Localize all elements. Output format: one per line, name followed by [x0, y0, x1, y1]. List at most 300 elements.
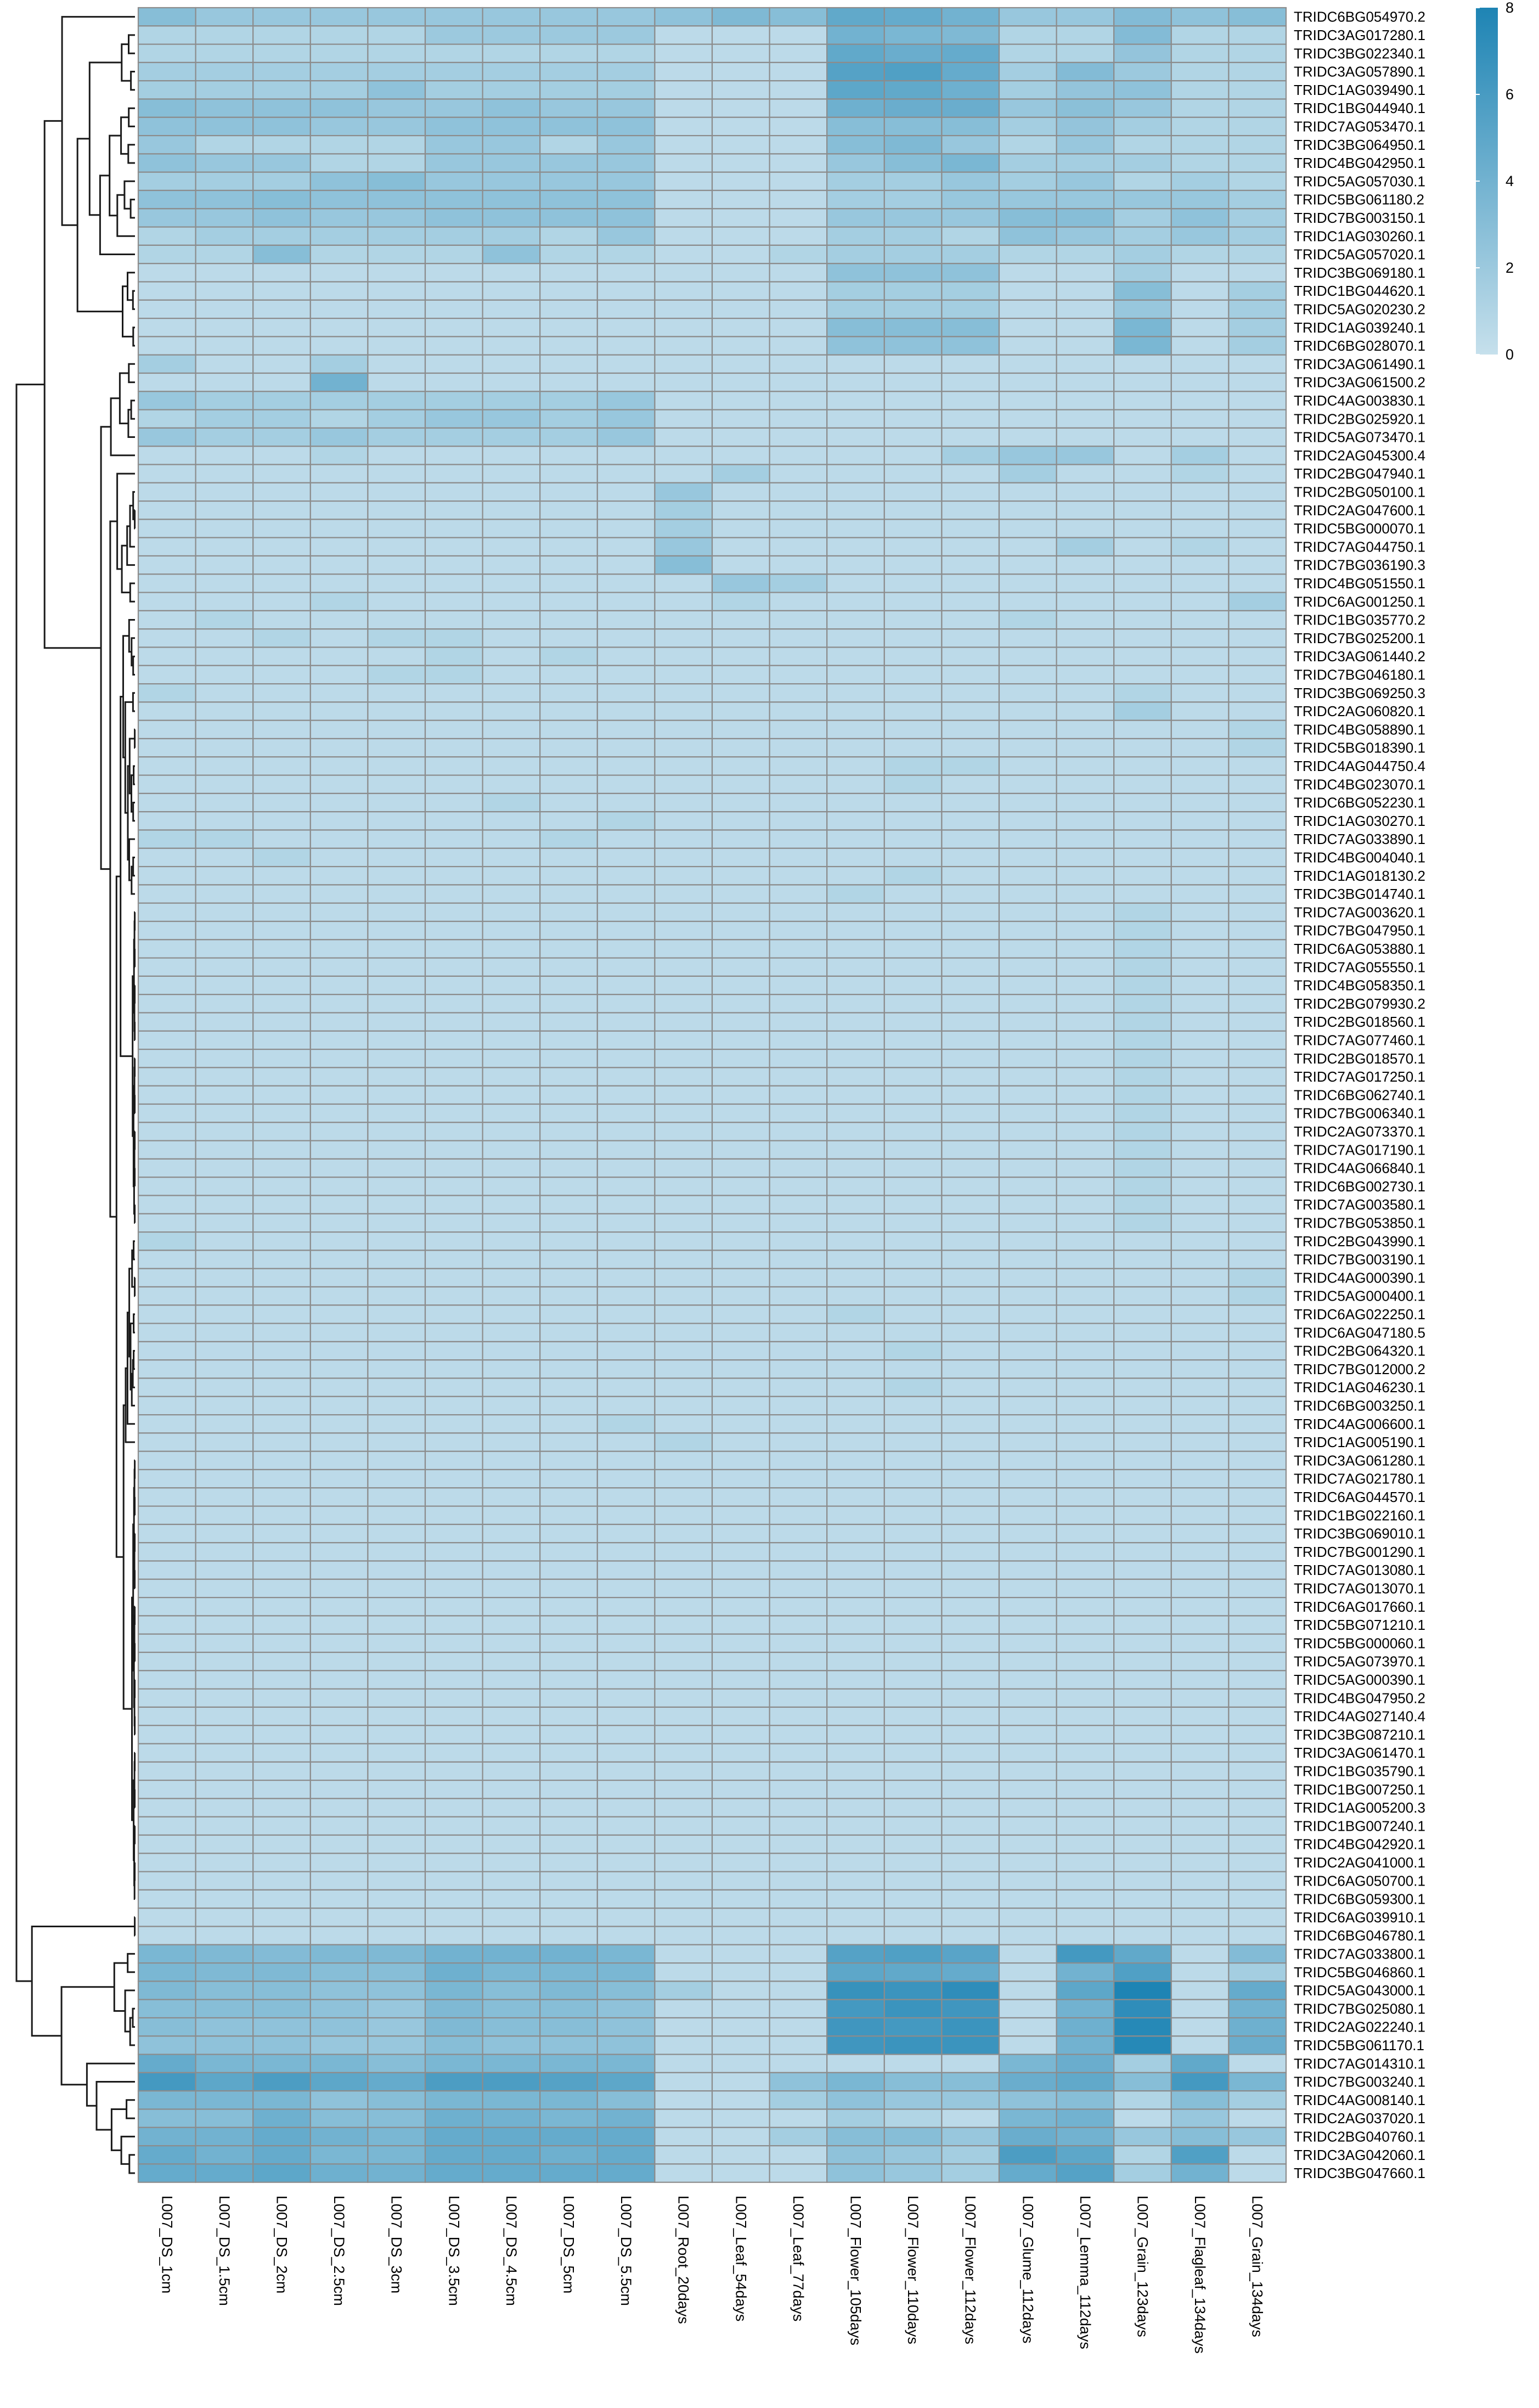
heatmap-cell: [311, 2000, 368, 2018]
heatmap-cell: [770, 574, 827, 592]
heatmap-cell: [253, 921, 311, 939]
heatmap-cell: [368, 1506, 425, 1524]
heatmap-cell: [1228, 1872, 1286, 1890]
heatmap-cell: [253, 830, 311, 848]
heatmap-cell: [770, 1506, 827, 1524]
heatmap-cell: [712, 702, 770, 720]
heatmap-cell: [1057, 172, 1114, 190]
heatmap-cell: [1057, 1670, 1114, 1689]
heatmap-cell: [942, 538, 999, 556]
heatmap-cell: [942, 1908, 999, 1926]
heatmap-cell: [368, 1597, 425, 1616]
heatmap-cell: [770, 1451, 827, 1470]
heatmap-cell: [884, 209, 942, 227]
row-label: TRIDC5BG061180.2: [1294, 192, 1424, 208]
heatmap-cell: [712, 2036, 770, 2054]
heatmap-cell: [540, 483, 597, 501]
heatmap-cell: [425, 593, 483, 611]
heatmap-cell: [483, 1890, 540, 1908]
heatmap-cell: [253, 1945, 311, 1963]
heatmap-cell: [655, 428, 712, 446]
heatmap-cell: [540, 227, 597, 245]
heatmap-cell: [655, 373, 712, 391]
heatmap-cell: [1057, 2036, 1114, 2054]
heatmap-cell: [368, 702, 425, 720]
heatmap-cell: [597, 1670, 655, 1689]
heatmap-cell: [253, 2109, 311, 2128]
heatmap-cell: [196, 1744, 253, 1762]
heatmap-cell: [999, 1433, 1057, 1451]
heatmap-cell: [311, 556, 368, 574]
heatmap-cell: [483, 318, 540, 336]
row-label: TRIDC7AG017190.1: [1294, 1141, 1425, 1158]
heatmap-cell: [540, 1086, 597, 1104]
heatmap-cell: [942, 867, 999, 885]
heatmap-cell: [884, 1214, 942, 1232]
heatmap-cell: [138, 1780, 196, 1798]
heatmap-cell: [425, 1634, 483, 1652]
heatmap-cell: [712, 410, 770, 428]
heatmap-cell: [311, 1927, 368, 1945]
heatmap-cell: [196, 648, 253, 666]
row-label: TRIDC1AG046230.1: [1294, 1379, 1425, 1396]
heatmap-cell: [770, 648, 827, 666]
heatmap-cell: [770, 2109, 827, 2128]
heatmap-cell: [1228, 2109, 1286, 2128]
heatmap-cell: [1228, 958, 1286, 976]
heatmap-cell: [942, 1196, 999, 1214]
row-label: TRIDC1AG039240.1: [1294, 319, 1425, 336]
heatmap-cell: [884, 574, 942, 592]
heatmap-cell: [311, 684, 368, 702]
heatmap-cell: [1114, 648, 1171, 666]
heatmap-cell: [425, 2000, 483, 2018]
heatmap-cell: [999, 1342, 1057, 1360]
heatmap-cell: [425, 1451, 483, 1470]
heatmap-cell: [311, 391, 368, 409]
heatmap-cell: [138, 501, 196, 519]
column-label: L007_DS_2cm: [274, 2196, 290, 2294]
heatmap-cell: [597, 794, 655, 812]
heatmap-cell: [1171, 1872, 1229, 1890]
heatmap-cell: [712, 1963, 770, 1981]
heatmap-cell: [1114, 1013, 1171, 1031]
heatmap-cell: [1114, 1689, 1171, 1707]
heatmap-cell: [884, 1945, 942, 1963]
heatmap-cell: [1057, 99, 1114, 117]
heatmap-cell: [138, 812, 196, 830]
heatmap-cell: [1057, 538, 1114, 556]
heatmap-cell: [999, 2073, 1057, 2091]
heatmap-cell: [368, 1652, 425, 1670]
heatmap-cell: [597, 885, 655, 903]
heatmap-cell: [942, 1524, 999, 1543]
heatmap-cell: [311, 721, 368, 739]
heatmap-cell: [770, 702, 827, 720]
heatmap-cell: [540, 1122, 597, 1140]
heatmap-cell: [540, 629, 597, 647]
heatmap-cell: [425, 1945, 483, 1963]
heatmap-cell: [540, 1488, 597, 1506]
heatmap-cell: [253, 556, 311, 574]
heatmap-cell: [597, 428, 655, 446]
heatmap-cell: [196, 1342, 253, 1360]
heatmap-cell: [999, 8, 1057, 26]
heatmap-cell: [884, 81, 942, 99]
heatmap-cell: [1057, 465, 1114, 483]
heatmap-cell: [999, 1397, 1057, 1415]
heatmap-cell: [827, 1762, 884, 1780]
heatmap-cell: [827, 519, 884, 537]
heatmap-cell: [425, 1379, 483, 1397]
heatmap-cell: [655, 355, 712, 373]
heatmap-cell: [311, 2018, 368, 2036]
heatmap-cell: [1114, 136, 1171, 154]
heatmap-cell: [712, 209, 770, 227]
heatmap-cell: [884, 1287, 942, 1305]
heatmap-cell: [597, 775, 655, 794]
heatmap-cell: [483, 2000, 540, 2018]
heatmap-cell: [138, 702, 196, 720]
heatmap-cell: [712, 1433, 770, 1451]
heatmap-cell: [942, 1433, 999, 1451]
heatmap-cell: [770, 1433, 827, 1451]
heatmap-cell: [196, 1670, 253, 1689]
heatmap-cell: [425, 373, 483, 391]
heatmap-cell: [655, 775, 712, 794]
heatmap-cell: [483, 2109, 540, 2128]
row-label: TRIDC7AG033890.1: [1294, 831, 1425, 847]
heatmap-cell: [1114, 1324, 1171, 1342]
heatmap-cell: [999, 209, 1057, 227]
heatmap-cell: [827, 44, 884, 63]
heatmap-cell: [483, 1287, 540, 1305]
heatmap-cell: [540, 1835, 597, 1853]
heatmap-cell: [655, 721, 712, 739]
row-label: TRIDC5AG020230.2: [1294, 301, 1425, 317]
heatmap-cell: [311, 1616, 368, 1634]
heatmap-cell: [540, 1342, 597, 1360]
heatmap-cell: [712, 373, 770, 391]
heatmap-cell: [483, 648, 540, 666]
heatmap-cell: [884, 1305, 942, 1323]
heatmap-cell: [712, 867, 770, 885]
heatmap-cell: [999, 775, 1057, 794]
heatmap-cell: [827, 2000, 884, 2018]
heatmap-cell: [1171, 1981, 1229, 1999]
heatmap-cell: [999, 2146, 1057, 2164]
heatmap-cell: [483, 44, 540, 63]
heatmap-cell: [712, 1506, 770, 1524]
heatmap-cell: [138, 556, 196, 574]
heatmap-cell: [425, 867, 483, 885]
heatmap-cell: [884, 939, 942, 958]
heatmap-cell: [311, 1360, 368, 1378]
heatmap-cell: [1228, 775, 1286, 794]
row-label: TRIDC2BG047940.1: [1294, 465, 1425, 482]
heatmap-cell: [311, 410, 368, 428]
heatmap-cell: [1114, 2109, 1171, 2128]
heatmap-cell: [770, 1305, 827, 1323]
heatmap-cell: [368, 1670, 425, 1689]
heatmap-cell: [1228, 1269, 1286, 1287]
heatmap-cell: [770, 1488, 827, 1506]
row-label: TRIDC7BG012000.2: [1294, 1361, 1425, 1377]
heatmap-cell: [483, 428, 540, 446]
heatmap-cell: [368, 44, 425, 63]
heatmap-cell: [483, 2055, 540, 2073]
heatmap-cell: [827, 885, 884, 903]
heatmap-cell: [597, 2146, 655, 2164]
heatmap-cell: [1114, 2128, 1171, 2146]
heatmap-cell: [770, 848, 827, 867]
heatmap-cell: [483, 1214, 540, 1232]
heatmap-cell: [1228, 81, 1286, 99]
heatmap-cell: [655, 2146, 712, 2164]
heatmap-cell: [425, 1725, 483, 1743]
heatmap-cell: [942, 1067, 999, 1085]
heatmap-cell: [1057, 1524, 1114, 1543]
heatmap-cell: [712, 830, 770, 848]
heatmap-cell: [311, 885, 368, 903]
heatmap-cell: [311, 446, 368, 464]
heatmap-cell: [368, 1488, 425, 1506]
heatmap-cell: [770, 1196, 827, 1214]
heatmap-cell: [1171, 1817, 1229, 1835]
row-label: TRIDC6BG059300.1: [1294, 1891, 1425, 1908]
heatmap-cell: [425, 117, 483, 136]
heatmap-cell: [196, 1597, 253, 1616]
heatmap-cell: [425, 318, 483, 336]
heatmap-cell: [942, 1543, 999, 1561]
heatmap-cell: [827, 1342, 884, 1360]
heatmap-cell: [311, 2091, 368, 2109]
heatmap-cell: [770, 1908, 827, 1926]
heatmap-cell: [368, 903, 425, 921]
row-label: TRIDC4BG023070.1: [1294, 776, 1425, 792]
heatmap-cell: [368, 1451, 425, 1470]
heatmap-cell: [999, 1817, 1057, 1835]
heatmap-cell: [311, 1981, 368, 1999]
heatmap-cell: [311, 1798, 368, 1816]
heatmap-cell: [368, 574, 425, 592]
heatmap-cell: [999, 245, 1057, 263]
heatmap-cell: [1114, 1506, 1171, 1524]
heatmap-cell: [827, 1744, 884, 1762]
heatmap-cell: [655, 2091, 712, 2109]
heatmap-cell: [655, 1524, 712, 1543]
heatmap-cell: [712, 245, 770, 263]
heatmap-cell: [138, 1342, 196, 1360]
heatmap-cell: [425, 1488, 483, 1506]
heatmap-cell: [425, 2164, 483, 2182]
row-label: TRIDC4BG042950.1: [1294, 155, 1425, 171]
heatmap-cell: [368, 2091, 425, 2109]
heatmap-cell: [999, 154, 1057, 172]
row-label: TRIDC6BG062740.1: [1294, 1087, 1425, 1103]
heatmap-cell: [597, 1433, 655, 1451]
heatmap-cell: [311, 976, 368, 994]
heatmap-cell: [138, 1579, 196, 1597]
heatmap-cell: [311, 1214, 368, 1232]
heatmap-cell: [655, 282, 712, 300]
column-label: L007_DS_3cm: [388, 2196, 405, 2294]
heatmap-cell: [712, 483, 770, 501]
heatmap-cell: [827, 538, 884, 556]
heatmap-cell: [1171, 739, 1229, 757]
heatmap-cell: [253, 1963, 311, 1981]
heatmap-cell: [368, 1397, 425, 1415]
heatmap-cell: [942, 2036, 999, 2054]
heatmap-cell: [311, 1762, 368, 1780]
heatmap-cell: [942, 1269, 999, 1287]
heatmap-cell: [712, 1470, 770, 1488]
heatmap-cell: [483, 1013, 540, 1031]
heatmap-cell: [712, 1287, 770, 1305]
heatmap-cell: [483, 830, 540, 848]
heatmap-cell: [1171, 172, 1229, 190]
heatmap-cell: [712, 465, 770, 483]
heatmap-cell: [1228, 1908, 1286, 1926]
heatmap-cell: [827, 300, 884, 318]
heatmap-cell: [253, 574, 311, 592]
heatmap-cell: [999, 1853, 1057, 1871]
heatmap-cell: [1114, 1561, 1171, 1579]
heatmap-cell: [655, 1543, 712, 1561]
heatmap-cell: [712, 903, 770, 921]
heatmap-cell: [425, 465, 483, 483]
heatmap-cell: [311, 1561, 368, 1579]
heatmap-cell: [655, 1707, 712, 1725]
heatmap-cell: [311, 1853, 368, 1871]
heatmap-cell: [253, 867, 311, 885]
heatmap-cell: [138, 1451, 196, 1470]
heatmap-cell: [884, 1616, 942, 1634]
heatmap-cell: [138, 976, 196, 994]
heatmap-cell: [597, 702, 655, 720]
heatmap-cell: [942, 209, 999, 227]
heatmap-cell: [1171, 1652, 1229, 1670]
heatmap-cell: [138, 1689, 196, 1707]
heatmap-cell: [483, 336, 540, 355]
row-label: TRIDC7AG003620.1: [1294, 904, 1425, 920]
heatmap-cell: [597, 2091, 655, 2109]
heatmap-cell: [712, 812, 770, 830]
heatmap-cell: [999, 721, 1057, 739]
heatmap-cell: [425, 1890, 483, 1908]
heatmap-cell: [1228, 209, 1286, 227]
heatmap-cell: [196, 2000, 253, 2018]
heatmap-cell: [827, 282, 884, 300]
heatmap-cell: [597, 2018, 655, 2036]
heatmap-cell: [1057, 684, 1114, 702]
heatmap-cell: [425, 1196, 483, 1214]
heatmap-cell: [884, 501, 942, 519]
heatmap-cell: [1057, 1689, 1114, 1707]
heatmap-cell: [884, 26, 942, 44]
heatmap-cell: [1228, 1433, 1286, 1451]
heatmap-cell: [425, 1013, 483, 1031]
heatmap-cell: [1114, 1744, 1171, 1762]
heatmap-cell: [597, 1945, 655, 1963]
heatmap-cell: [770, 1561, 827, 1579]
row-label: TRIDC7AG077460.1: [1294, 1032, 1425, 1048]
heatmap-cell: [1057, 1031, 1114, 1049]
heatmap-cell: [597, 593, 655, 611]
heatmap-cell: [368, 483, 425, 501]
heatmap-cell: [196, 1250, 253, 1268]
heatmap-cell: [1057, 2091, 1114, 2109]
heatmap-cell: [253, 794, 311, 812]
row-label: TRIDC4BG004040.1: [1294, 849, 1425, 865]
heatmap-cell: [253, 1232, 311, 1250]
heatmap-cell: [483, 903, 540, 921]
heatmap-cell: [770, 1945, 827, 1963]
heatmap-cell: [712, 519, 770, 537]
heatmap-cell: [655, 44, 712, 63]
heatmap-cell: [1171, 2164, 1229, 2182]
heatmap-cell: [138, 336, 196, 355]
heatmap-cell: [138, 994, 196, 1012]
heatmap-cell: [540, 1031, 597, 1049]
heatmap-cell: [425, 574, 483, 592]
heatmap-cell: [483, 921, 540, 939]
row-label: TRIDC3AG061440.2: [1294, 648, 1425, 665]
heatmap-cell: [1114, 1798, 1171, 1816]
heatmap-cell: [1057, 1360, 1114, 1378]
heatmap-cell: [138, 939, 196, 958]
heatmap-cell: [942, 1561, 999, 1579]
heatmap-cell: [1114, 1634, 1171, 1652]
heatmap-cell: [655, 501, 712, 519]
row-label: TRIDC7AG053470.1: [1294, 118, 1425, 134]
heatmap-cell: [540, 501, 597, 519]
heatmap-cell: [827, 136, 884, 154]
heatmap-cell: [712, 958, 770, 976]
heatmap-cell: [368, 1324, 425, 1342]
heatmap-cell: [1057, 501, 1114, 519]
heatmap-cell: [884, 775, 942, 794]
heatmap-cell: [1057, 245, 1114, 263]
heatmap-cell: [884, 976, 942, 994]
heatmap-cell: [655, 117, 712, 136]
heatmap-cell: [597, 263, 655, 282]
heatmap-cell: [942, 1744, 999, 1762]
heatmap-cell: [597, 574, 655, 592]
heatmap-cell: [712, 921, 770, 939]
heatmap-cell: [368, 848, 425, 867]
heatmap-cell: [884, 1853, 942, 1871]
heatmap-cell: [196, 593, 253, 611]
heatmap-cell: [196, 2164, 253, 2182]
heatmap-cell: [253, 1707, 311, 1725]
heatmap-cell: [483, 848, 540, 867]
heatmap-cell: [884, 1652, 942, 1670]
heatmap-cell: [196, 1049, 253, 1067]
heatmap-cell: [540, 1196, 597, 1214]
heatmap-cell: [884, 1780, 942, 1798]
heatmap-cell: [597, 1725, 655, 1743]
heatmap-cell: [1057, 1817, 1114, 1835]
heatmap-cell: [884, 1725, 942, 1743]
heatmap-cell: [597, 958, 655, 976]
heatmap-cell: [1171, 2055, 1229, 2073]
heatmap-cell: [1228, 611, 1286, 629]
heatmap-cell: [1057, 885, 1114, 903]
heatmap-cell: [368, 757, 425, 775]
heatmap-cell: [196, 1634, 253, 1652]
row-label: TRIDC4BG051550.1: [1294, 575, 1425, 592]
